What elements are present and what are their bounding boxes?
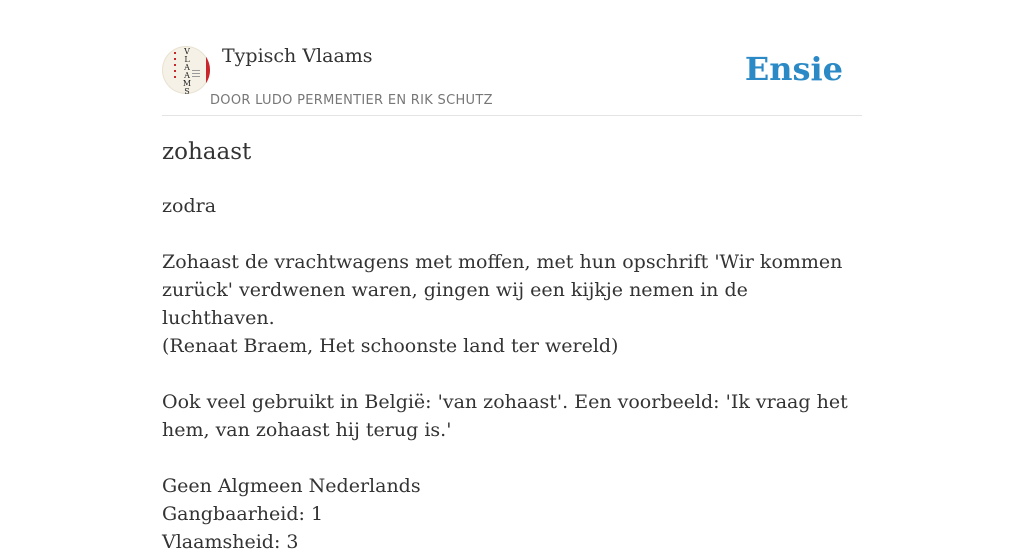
entry-definition bbox=[162, 192, 862, 556]
book-title-link[interactable]: Typisch Vlaams bbox=[222, 45, 373, 67]
cover-lettering: V L A A M S bbox=[182, 47, 192, 94]
book-authors: DOOR LUDO PERMENTIER EN RIK SCHUTZ bbox=[210, 93, 493, 108]
book-cover-image[interactable] bbox=[162, 46, 210, 94]
entry-example-source: (Renaat Braem, Het schoonste land ter wereld) bbox=[162, 335, 619, 357]
entry-note: Ook veel gebruikt in België: 'van zohaast'. Een voorbeeld: 'Ik vraag het hem, van zohaast hij terug is.' bbox=[162, 391, 848, 441]
page-container bbox=[162, 0, 862, 553]
cover-decoration bbox=[174, 52, 176, 82]
entry-gangbaarheid: Gangbaarheid: 1 bbox=[162, 503, 324, 525]
cover-spine bbox=[206, 46, 210, 94]
entry-meaning: zodra bbox=[162, 195, 217, 217]
entry-vlaamsheid: Vlaamsheid: 3 bbox=[162, 531, 299, 553]
book-header bbox=[162, 0, 862, 116]
entry-classification: Geen Algmeen Nederlands bbox=[162, 475, 421, 497]
entry-example: Zohaast de vrachtwagens met moffen, met hun opschrift 'Wir kommen zurück' verdwenen waren, gingen wij een kijkje nemen in de luchthaven. bbox=[162, 251, 843, 329]
cover-text-lines bbox=[192, 70, 200, 78]
ensie-logo[interactable]: Ensie bbox=[744, 50, 843, 88]
entry-title: zohaast bbox=[162, 139, 252, 165]
